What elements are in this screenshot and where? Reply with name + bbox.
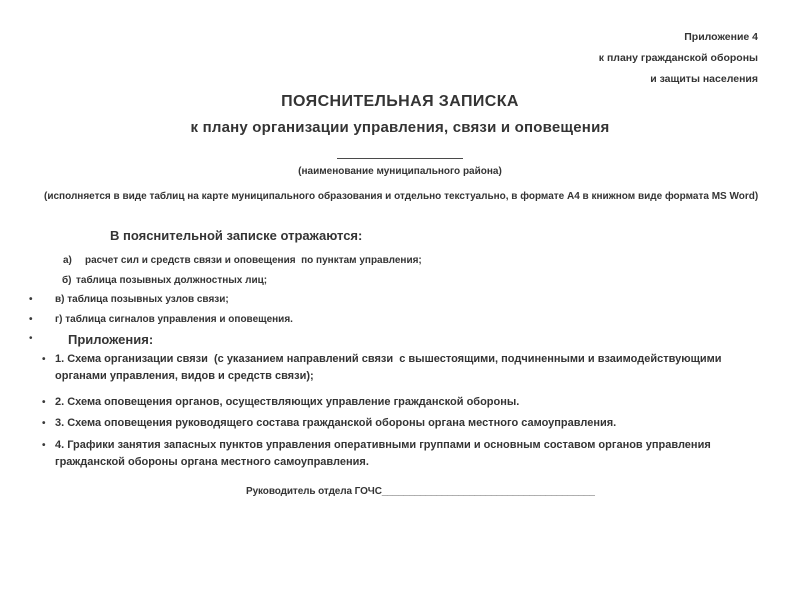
signature-label: Руководитель отдела ГОЧС: [246, 486, 382, 497]
bullet-icon: •: [42, 418, 46, 429]
bullet-icon: •: [29, 333, 33, 344]
appendix-item-1: [42, 351, 730, 385]
list-item-b: [62, 275, 267, 287]
list-marker-b: б): [62, 275, 72, 286]
list-item-v-text: в) таблица позывных узлов связи;: [55, 294, 229, 305]
signature-blank: _______________________________________: [381, 486, 595, 497]
list-item-g: [29, 314, 293, 326]
bullet-icon: •: [42, 354, 46, 365]
appendix-heading: Приложения:: [68, 332, 154, 347]
appendix-item-2: [42, 394, 730, 411]
list-item-a: [63, 255, 422, 267]
appendix-item-4-text: 4. Графики занятия запасных пунктов управления оперативными группами и основным составом органов управления гражданской обороны органа местного самоуправления.: [55, 439, 714, 468]
list-marker-a: а): [63, 255, 72, 266]
appendix-item-1-text: 1. Схема организации связи (с указанием направлений связи с вышестоящими, подчиненными и взаимодействующими органами управления, видов и средств связи);: [55, 353, 725, 382]
appendix-item-3-text: 3. Схема оповещения руководящего состава гражданской обороны органа местного самоуправления.: [55, 417, 617, 429]
appendix-ref-line-1: Приложение 4: [684, 31, 758, 43]
list-item-v: [29, 294, 229, 306]
appendix-heading-row: [29, 332, 153, 347]
bullet-icon: •: [42, 440, 46, 451]
signature-line: [246, 486, 595, 497]
section-heading: В пояснительной записке отражаются:: [110, 228, 363, 243]
bullet-icon: •: [29, 294, 33, 305]
fill-in-blank-line: [337, 158, 463, 159]
appendix-item-3: [42, 415, 730, 432]
blank-line-caption: (наименование муниципального района): [298, 166, 502, 177]
document-subtitle: к плану организации управления, связи и оповещения: [190, 119, 610, 136]
bullet-icon: •: [42, 397, 46, 408]
appendix-item-4: [42, 437, 730, 471]
format-note: (исполняется в виде таблиц на карте муниципального образования и отдельно текстуально, в формате А4 в книжном виде формата MS Word): [44, 191, 759, 202]
list-item-b-text: таблица позывных должностных лиц;: [76, 275, 268, 286]
list-item-g-text: г) таблица сигналов управления и оповещения.: [55, 314, 293, 325]
appendix-ref-line-2: к плану гражданской обороны: [598, 52, 758, 64]
appendix-ref-block: [599, 27, 758, 90]
list-item-a-text: расчет сил и средств связи и оповещения по пунктам управления;: [85, 255, 422, 266]
bullet-icon: •: [29, 314, 33, 325]
document-title: ПОЯСНИТЕЛЬНАЯ ЗАПИСКА: [281, 93, 519, 110]
appendix-ref-line-3: и защиты населения: [650, 73, 758, 85]
appendix-item-2-text: 2. Схема оповещения органов, осуществляющих управление гражданской обороны.: [55, 396, 520, 408]
